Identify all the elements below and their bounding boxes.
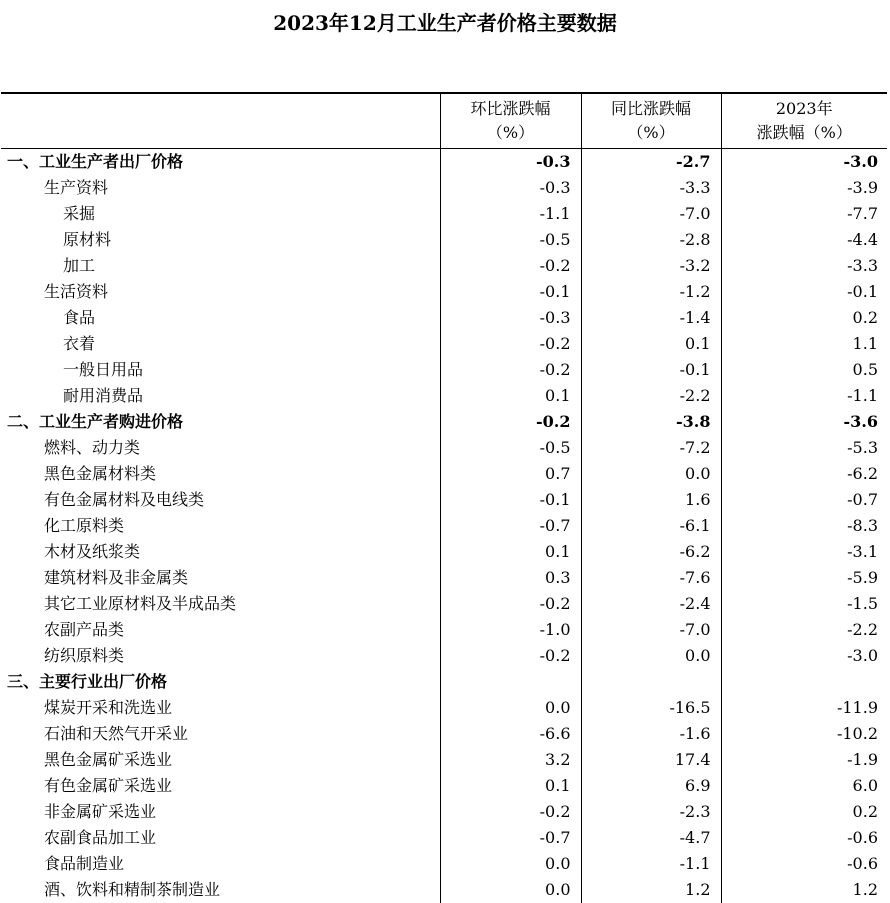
row-mom: 0.0 (440, 877, 581, 903)
row-mom: 0.0 (440, 695, 581, 721)
row-ytd: -7.7 (721, 201, 887, 227)
table-row (1, 409, 887, 435)
row-label: 生活资料 (44, 281, 109, 301)
row-mom: -0.2 (440, 643, 581, 669)
row-mom: -0.3 (440, 148, 581, 175)
row-mom: -0.1 (440, 487, 581, 513)
table-row (1, 148, 887, 175)
row-mom: 0.3 (440, 565, 581, 591)
row-ytd: -1.1 (721, 383, 887, 409)
row-ytd: -0.6 (721, 825, 887, 851)
price-data-table (1, 92, 887, 903)
row-label: 木材及纸浆类 (44, 541, 141, 561)
row-yoy: 0.1 (581, 331, 721, 357)
table-row (1, 227, 887, 253)
row-ytd: -8.3 (721, 513, 887, 539)
header-ytd-line2: 涨跌幅（%） (756, 122, 852, 142)
row-mom: 3.2 (440, 747, 581, 773)
row-label: 农副产品类 (44, 619, 125, 639)
row-yoy: -7.0 (581, 201, 721, 227)
row-yoy: -2.7 (581, 148, 721, 175)
row-label: 煤炭开采和洗选业 (44, 697, 173, 717)
table-row (1, 877, 887, 903)
table-row (1, 851, 887, 877)
table-row (1, 201, 887, 227)
table-row (1, 721, 887, 747)
row-mom: -1.1 (440, 201, 581, 227)
table-row (1, 539, 887, 565)
row-label: 石油和天然气开采业 (44, 723, 189, 743)
row-label: 耐用消费品 (63, 385, 144, 405)
table-row (1, 669, 887, 695)
row-ytd (721, 669, 887, 695)
row-label: 生产资料 (44, 177, 109, 197)
row-label: 三、主要行业出厂价格 (7, 671, 168, 691)
row-yoy: -4.7 (581, 825, 721, 851)
row-mom: -0.3 (440, 175, 581, 201)
header-ytd (721, 93, 887, 148)
table-row (1, 435, 887, 461)
row-mom: -6.6 (440, 721, 581, 747)
row-label: 燃料、动力类 (44, 437, 141, 457)
row-ytd: -3.6 (721, 409, 887, 435)
row-label: 纺织原料类 (44, 645, 125, 665)
row-ytd: 0.2 (721, 305, 887, 331)
row-mom: 0.0 (440, 851, 581, 877)
row-ytd: -2.2 (721, 617, 887, 643)
table-row (1, 513, 887, 539)
row-mom: -0.2 (440, 591, 581, 617)
row-label: 衣着 (63, 333, 96, 353)
table-row (1, 357, 887, 383)
row-mom: 0.7 (440, 461, 581, 487)
row-ytd: -1.5 (721, 591, 887, 617)
row-yoy: -16.5 (581, 695, 721, 721)
row-ytd: -10.2 (721, 721, 887, 747)
row-yoy: -3.8 (581, 409, 721, 435)
row-mom: -0.2 (440, 253, 581, 279)
row-mom: -0.2 (440, 357, 581, 383)
row-label: 农副食品加工业 (44, 827, 157, 847)
row-ytd: -3.0 (721, 643, 887, 669)
table-row (1, 565, 887, 591)
row-mom (440, 669, 581, 695)
row-mom: -0.5 (440, 227, 581, 253)
table-row (1, 747, 887, 773)
row-mom: 0.1 (440, 773, 581, 799)
row-mom: -0.3 (440, 305, 581, 331)
row-yoy: -1.4 (581, 305, 721, 331)
table-body (1, 148, 887, 903)
row-yoy (581, 669, 721, 695)
row-ytd: -0.6 (721, 851, 887, 877)
table-header (1, 93, 887, 148)
table-row (1, 695, 887, 721)
row-yoy: -1.6 (581, 721, 721, 747)
table-row (1, 643, 887, 669)
row-yoy: -7.2 (581, 435, 721, 461)
header-yoy-line1: 同比涨跌幅 (610, 98, 691, 118)
table-row (1, 331, 887, 357)
table-row (1, 175, 887, 201)
header-yoy (581, 93, 721, 148)
row-label: 二、工业生产者购进价格 (7, 411, 184, 431)
table-row (1, 617, 887, 643)
row-ytd: -5.9 (721, 565, 887, 591)
table-row (1, 825, 887, 851)
header-yoy-line2: （%） (627, 122, 675, 142)
row-ytd: -3.0 (721, 148, 887, 175)
row-ytd: -4.4 (721, 227, 887, 253)
table-row (1, 799, 887, 825)
row-ytd: -5.3 (721, 435, 887, 461)
row-yoy: -2.8 (581, 227, 721, 253)
row-yoy: 17.4 (581, 747, 721, 773)
row-label: 采掘 (63, 203, 96, 223)
row-ytd: 1.2 (721, 877, 887, 903)
row-mom: -0.7 (440, 825, 581, 851)
table-row (1, 383, 887, 409)
page-title: 2023年12月工业生产者价格主要数据 (273, 11, 617, 35)
table-row (1, 461, 887, 487)
row-ytd: -3.9 (721, 175, 887, 201)
row-yoy: -6.2 (581, 539, 721, 565)
row-ytd: 1.1 (721, 331, 887, 357)
row-yoy: 6.9 (581, 773, 721, 799)
row-mom: 0.1 (440, 539, 581, 565)
row-ytd: 0.5 (721, 357, 887, 383)
row-mom: -0.2 (440, 409, 581, 435)
table-row (1, 253, 887, 279)
row-yoy: -2.4 (581, 591, 721, 617)
row-yoy: 1.6 (581, 487, 721, 513)
row-yoy: 0.0 (581, 461, 721, 487)
row-yoy: -1.1 (581, 851, 721, 877)
header-label-cell (1, 93, 440, 148)
row-mom: -0.2 (440, 799, 581, 825)
row-label: 黑色金属矿采选业 (44, 749, 173, 769)
row-mom: -0.2 (440, 331, 581, 357)
row-label: 酒、饮料和精制茶制造业 (44, 879, 221, 899)
row-yoy: -3.3 (581, 175, 721, 201)
row-ytd: 6.0 (721, 773, 887, 799)
row-ytd: -11.9 (721, 695, 887, 721)
row-mom: -1.0 (440, 617, 581, 643)
row-label: 非金属矿采选业 (44, 801, 157, 821)
row-label: 有色金属材料及电线类 (44, 489, 205, 509)
header-row (1, 93, 887, 148)
row-ytd: -3.3 (721, 253, 887, 279)
row-yoy: -0.1 (581, 357, 721, 383)
row-label: 有色金属矿采选业 (44, 775, 173, 795)
row-yoy: -1.2 (581, 279, 721, 305)
row-ytd: -0.1 (721, 279, 887, 305)
table-row (1, 305, 887, 331)
row-yoy: 1.2 (581, 877, 721, 903)
row-yoy: -6.1 (581, 513, 721, 539)
table-row (1, 279, 887, 305)
row-yoy: 0.0 (581, 643, 721, 669)
row-yoy: -2.3 (581, 799, 721, 825)
row-yoy: -2.2 (581, 383, 721, 409)
row-label: 一、工业生产者出厂价格 (7, 151, 184, 171)
row-label: 其它工业原材料及半成品类 (44, 593, 237, 613)
header-ytd-line1: 2023年 (775, 98, 833, 118)
row-label: 化工原料类 (44, 515, 125, 535)
row-ytd: 0.2 (721, 799, 887, 825)
row-ytd: -1.9 (721, 747, 887, 773)
row-label: 原材料 (63, 229, 112, 249)
row-label: 食品 (63, 307, 96, 327)
row-mom: -0.5 (440, 435, 581, 461)
row-label: 加工 (63, 255, 96, 275)
table-row (1, 773, 887, 799)
header-mom (440, 93, 581, 148)
table-row (1, 591, 887, 617)
table-row (1, 487, 887, 513)
row-ytd: -6.2 (721, 461, 887, 487)
row-mom: -0.7 (440, 513, 581, 539)
header-mom-line2: （%） (486, 122, 535, 142)
row-ytd: -0.7 (721, 487, 887, 513)
row-mom: -0.1 (440, 279, 581, 305)
row-label: 建筑材料及非金属类 (44, 567, 189, 587)
row-mom: 0.1 (440, 383, 581, 409)
row-label: 黑色金属材料类 (44, 463, 157, 483)
row-label: 食品制造业 (44, 853, 125, 873)
header-mom-line1: 环比涨跌幅 (470, 98, 551, 118)
row-ytd: -3.1 (721, 539, 887, 565)
row-yoy: -3.2 (581, 253, 721, 279)
row-label: 一般日用品 (63, 359, 144, 379)
row-yoy: -7.6 (581, 565, 721, 591)
row-yoy: -7.0 (581, 617, 721, 643)
